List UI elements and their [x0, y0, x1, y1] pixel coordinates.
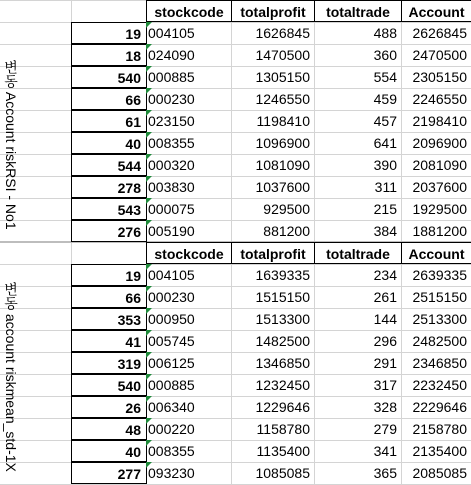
row-index-cell[interactable]: 276 [71, 220, 147, 242]
number-as-text-indicator-icon [146, 418, 152, 424]
number-as-text-indicator-icon [146, 220, 152, 226]
totalprofit-cell[interactable]: 1626845 [255, 25, 310, 41]
row-index-cell[interactable]: 18 [71, 44, 147, 66]
totalprofit-cell[interactable]: 1515150 [255, 289, 310, 305]
number-as-text-indicator-icon [146, 132, 152, 138]
account-cell[interactable]: 2639335 [412, 267, 467, 283]
totaltrade-cell[interactable]: 317 [373, 377, 397, 393]
totaltrade-cell[interactable]: 360 [373, 47, 397, 63]
totalprofit-cell[interactable]: 1305150 [255, 69, 310, 85]
number-as-text-indicator-icon [146, 440, 152, 446]
stockcode-cell[interactable]: 000220 [146, 418, 231, 440]
account-cell[interactable]: 2081090 [412, 157, 467, 173]
section-label-line1: 변동 account risk [3, 282, 19, 389]
totalprofit-cell[interactable]: 1085085 [255, 465, 310, 481]
account-cell[interactable]: 2470500 [412, 47, 467, 63]
account-cell[interactable]: 2229646 [412, 399, 467, 415]
totaltrade-cell[interactable]: 261 [373, 289, 397, 305]
totalprofit-cell[interactable]: 1081090 [255, 157, 310, 173]
section-label-line1: 변동 Account risk [3, 60, 19, 169]
totalprofit-cell[interactable]: 1246550 [255, 91, 310, 107]
totaltrade-cell[interactable]: 279 [373, 421, 397, 437]
stockcode-cell[interactable]: 004105 [146, 264, 231, 286]
section-label-line2: RSI - No1 [3, 168, 19, 230]
column-header-stockcode[interactable]: stockcode [146, 242, 232, 264]
stockcode-cell[interactable]: 005745 [146, 330, 231, 352]
stockcode-cell[interactable]: 004105 [146, 22, 231, 44]
stockcode-cell[interactable]: 008355 [146, 440, 231, 462]
number-as-text-indicator-icon [146, 66, 152, 72]
account-cell[interactable]: 2346850 [412, 355, 467, 371]
stockcode-cell[interactable]: 000885 [146, 374, 231, 396]
totalprofit-cell[interactable]: 881200 [263, 223, 310, 239]
column-header-totaltrade[interactable]: totaltrade [314, 0, 402, 22]
row-index-cell[interactable]: 540 [71, 374, 147, 396]
totalprofit-cell[interactable]: 1482500 [255, 333, 310, 349]
totaltrade-cell[interactable]: 457 [373, 113, 397, 129]
account-cell[interactable]: 2158780 [412, 421, 467, 437]
column-header-totalprofit[interactable]: totalprofit [231, 242, 315, 264]
totaltrade-cell[interactable]: 341 [373, 443, 397, 459]
totalprofit-cell[interactable]: 1096900 [255, 135, 310, 151]
totaltrade-cell[interactable]: 390 [373, 157, 397, 173]
totaltrade-cell[interactable]: 311 [374, 179, 397, 195]
column-header-account[interactable]: Account [401, 0, 471, 22]
number-as-text-indicator-icon [146, 198, 152, 204]
totaltrade-cell[interactable]: 234 [373, 267, 397, 283]
row-index-cell[interactable]: 278 [71, 176, 147, 198]
row-index-cell[interactable]: 66 [71, 88, 147, 110]
row-index-cell[interactable]: 319 [71, 352, 147, 374]
account-cell[interactable]: 2085085 [412, 465, 467, 481]
account-cell[interactable]: 2096900 [412, 135, 467, 151]
stockcode-cell[interactable]: 008355 [146, 132, 231, 154]
totaltrade-cell[interactable]: 296 [373, 333, 397, 349]
number-as-text-indicator-icon [146, 176, 152, 182]
account-cell[interactable]: 1881200 [412, 223, 467, 239]
number-as-text-indicator-icon [146, 396, 152, 402]
account-cell[interactable]: 1929500 [412, 201, 467, 217]
row-index-cell[interactable]: 19 [71, 264, 147, 286]
account-cell[interactable]: 2198410 [412, 113, 467, 129]
totaltrade-cell[interactable]: 488 [373, 25, 397, 41]
row-index-cell[interactable]: 61 [71, 110, 147, 132]
number-as-text-indicator-icon [146, 286, 152, 292]
totaltrade-cell[interactable]: 291 [373, 355, 397, 371]
account-cell[interactable]: 2482500 [412, 333, 467, 349]
stockcode-cell[interactable]: 000230 [146, 286, 231, 308]
stockcode-cell[interactable]: 000230 [146, 88, 231, 110]
stockcode-cell[interactable]: 024090 [146, 44, 231, 66]
number-as-text-indicator-icon [146, 22, 152, 28]
number-as-text-indicator-icon [146, 374, 152, 380]
column-header-account[interactable]: Account [401, 242, 471, 264]
row-index-cell[interactable]: 40 [71, 132, 147, 154]
totalprofit-cell[interactable]: 1229646 [255, 399, 310, 415]
stockcode-cell[interactable]: 003830 [146, 176, 231, 198]
totalprofit-cell[interactable]: 929500 [263, 201, 310, 217]
column-header-stockcode[interactable]: stockcode [146, 0, 232, 22]
stockcode-cell[interactable]: 005190 [146, 220, 231, 242]
column-header-totaltrade[interactable]: totaltrade [314, 242, 402, 264]
stockcode-cell[interactable]: 000950 [146, 308, 231, 330]
totaltrade-cell[interactable]: 384 [373, 223, 397, 239]
totalprofit-cell[interactable]: 1346850 [255, 355, 310, 371]
totaltrade-cell[interactable]: 641 [373, 135, 397, 151]
row-index-cell[interactable]: 66 [71, 286, 147, 308]
totalprofit-cell[interactable]: 1135400 [256, 443, 310, 459]
totaltrade-cell[interactable]: 215 [373, 201, 397, 217]
totalprofit-cell[interactable]: 1198410 [256, 113, 310, 129]
stockcode-cell[interactable]: 000075 [146, 198, 231, 220]
row-index-cell[interactable]: 40 [71, 440, 147, 462]
account-cell[interactable]: 2513300 [412, 311, 467, 327]
account-cell[interactable]: 2246550 [412, 91, 467, 107]
account-cell[interactable]: 2232450 [412, 377, 467, 393]
stockcode-cell[interactable]: 023150 [146, 110, 231, 132]
totalprofit-cell[interactable]: 1470500 [255, 47, 310, 63]
number-as-text-indicator-icon [146, 308, 152, 314]
account-cell[interactable]: 2515150 [412, 289, 467, 305]
number-as-text-indicator-icon [146, 330, 152, 336]
number-as-text-indicator-icon [146, 154, 152, 160]
totalprofit-cell[interactable]: 1513300 [255, 311, 310, 327]
row-index-cell[interactable]: 540 [71, 66, 147, 88]
row-index-cell[interactable]: 353 [71, 308, 147, 330]
totaltrade-cell[interactable]: 365 [373, 465, 397, 481]
section-label [2, 282, 20, 472]
row-index-cell[interactable]: 544 [71, 154, 147, 176]
row-index-cell[interactable]: 48 [71, 418, 147, 440]
totalprofit-cell[interactable]: 1232450 [255, 377, 310, 393]
number-as-text-indicator-icon [146, 264, 152, 270]
totaltrade-cell[interactable]: 328 [373, 399, 397, 415]
number-as-text-indicator-icon [146, 44, 152, 50]
totaltrade-cell[interactable]: 459 [373, 91, 397, 107]
totaltrade-cell[interactable]: 144 [373, 311, 397, 327]
section-label [2, 60, 20, 250]
stockcode-cell[interactable]: 006125 [146, 352, 231, 374]
row-index-cell[interactable]: 41 [71, 330, 147, 352]
row-index-cell[interactable]: 19 [71, 22, 147, 44]
totaltrade-cell[interactable]: 554 [373, 69, 397, 85]
totalprofit-cell[interactable]: 1037600 [255, 179, 310, 195]
stockcode-cell[interactable]: 000885 [146, 66, 231, 88]
account-cell[interactable]: 2135400 [412, 443, 467, 459]
number-as-text-indicator-icon [146, 352, 152, 358]
account-cell[interactable]: 2305150 [412, 69, 467, 85]
number-as-text-indicator-icon [146, 88, 152, 94]
row-index-cell[interactable]: 277 [71, 462, 147, 484]
stockcode-cell[interactable]: 006340 [146, 396, 231, 418]
section-label-line2: mean_std-1X [3, 388, 19, 472]
row-index-cell[interactable]: 26 [71, 396, 147, 418]
totalprofit-cell[interactable]: 1639335 [255, 267, 310, 283]
row-index-cell[interactable]: 543 [71, 198, 147, 220]
totalprofit-cell[interactable]: 1158780 [256, 421, 310, 437]
number-as-text-indicator-icon [146, 110, 152, 116]
account-cell[interactable]: 2037600 [412, 179, 467, 195]
stockcode-cell[interactable]: 093230 [146, 462, 231, 484]
number-as-text-indicator-icon [146, 462, 152, 468]
stockcode-cell[interactable]: 000320 [146, 154, 231, 176]
account-cell[interactable]: 2626845 [412, 25, 467, 41]
column-header-totalprofit[interactable]: totalprofit [231, 0, 315, 22]
